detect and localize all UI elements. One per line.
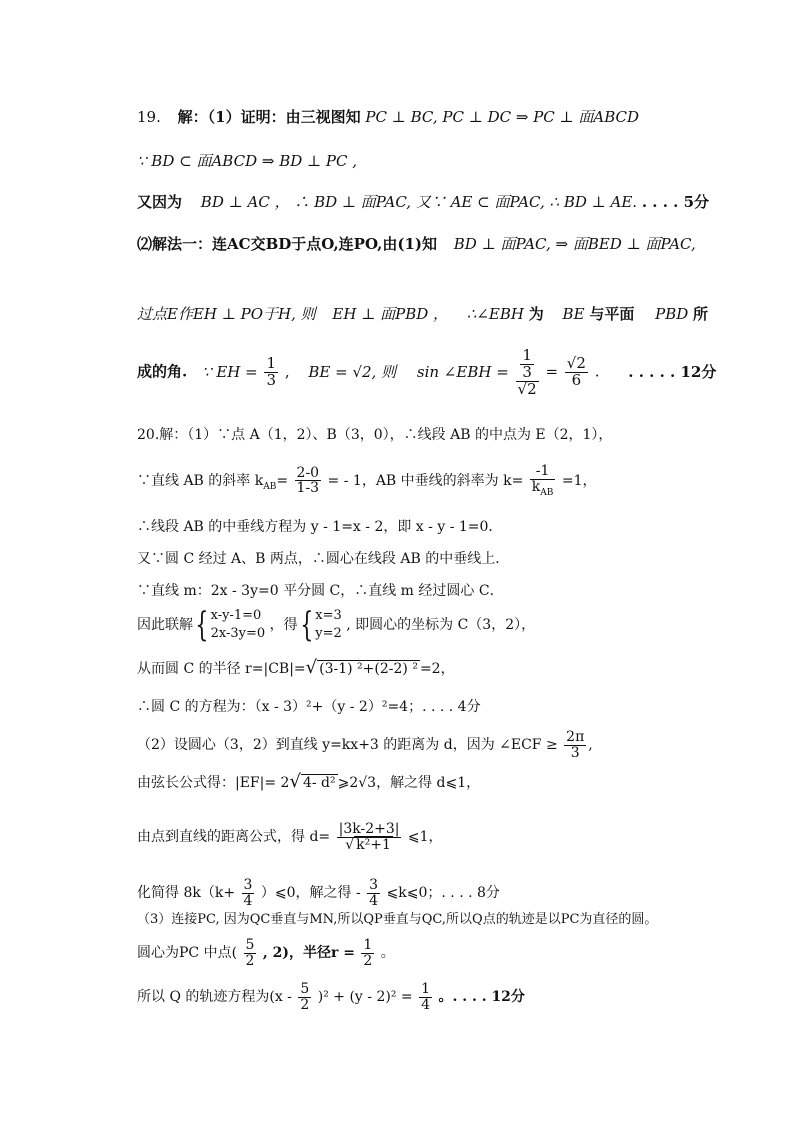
q19-proof-statement: PC ⊥ BC, PC ⊥ DC ⇒ PC ⊥ 面ABCD (365, 108, 640, 126)
q19-line-3 (137, 193, 709, 211)
q19-line6-e: BE = √2, 则 (308, 362, 397, 381)
q19-line-5 (137, 305, 708, 323)
q19-proof-lead: 解：（1）证明：由三视图知 (177, 108, 361, 126)
fraction-five-halves-eq: $\frac{5}{2}$ (300, 981, 310, 1013)
q19-line6-b: ∵ EH = (202, 362, 258, 381)
q20-line-9: （2）设圆心（3，2）到直线 y=kx+3 的距离为 d，因为 ∠ECF ≥ $\frac{2\pi}{3}$ , (137, 729, 593, 761)
q19-score-12: . . . . . 12分 (628, 362, 717, 381)
fraction-distance: $\frac{|3k-2+3|}{\text{√ k²+1}}$ (338, 821, 400, 853)
q19-line6-f: sin ∠EBH = (416, 362, 509, 381)
fraction-slope-ab: $\frac{2-0}{1-3}$ (296, 464, 320, 497)
fraction-three-quarters: $\frac{3}{4}$ (243, 877, 253, 909)
q19-line3-lead: 又因为 (137, 193, 183, 211)
q19-line5-c: ∴∠EBH (466, 305, 524, 323)
solution-system: x=3 y=2 (315, 608, 342, 641)
q20-line-12: 化简得 8k（k+ $\frac{3}{4}$ ）⩽0，解之得 - $\frac{3}{4}$ ⩽k⩽0；. . . . 8分 (137, 877, 500, 909)
q20-line-3: ∴线段 AB 的中垂线方程为 y - 1=x - 2，即 x - y - 1=0． (137, 519, 503, 535)
q20-line-14: 圆心为PC 中点( $\frac{5}{2}$ , 2)，半径r = $\frac{1}{2}$ 。 (137, 937, 395, 969)
fraction-eh: $\frac{1}{3}$ (266, 354, 277, 390)
q20-line-6: 因此联解{ x-y-1=0 2x-3y=0 ，得{ x=3 y=2 , 即圆心的坐标为 C（3，2）， (137, 605, 536, 645)
q19-method-math: BD ⊥ 面PAC, ⇒ 面BED ⊥ 面PAC, (453, 235, 696, 253)
q19-score-5: . . . . 5分 (641, 193, 710, 211)
q19-line5-h: 所 (693, 305, 709, 323)
left-brace-icon: { (195, 605, 209, 645)
q20-line-7: 从而圆 C 的半径 r=|CB|=√ (3-1) ²+(2-2) ² =2， (137, 657, 455, 678)
fraction-sin: $\frac{\frac{1}{3}}{√2}$ (517, 346, 537, 398)
left-brace-icon: { (299, 605, 313, 645)
q20-line-1: 20.解：（1）∵点 A（1，2）、B（3，0），∴线段 AB 的中点为 E（2，1）， (137, 427, 613, 443)
q20-line-13: （3）连接PC, 因为QC垂直与MN,所以QP垂直与QC,所以Q点的轨迹是以PC为直径的圆。 (137, 912, 658, 927)
sqrt-icon: √ (345, 836, 355, 853)
q20-line-15: 所以 Q 的轨迹方程为(x - $\frac{5}{2}$ )² + (y - 2)² = $\frac{1}{4}$ 。. . . . 12分 (137, 981, 525, 1013)
fraction-result: $\frac{√2}{6}$ (566, 354, 586, 390)
q19-line5-a: 过点E作EH ⊥ PO于H, 则 (137, 305, 316, 323)
q19-line5-b: EH ⊥ 面PBD ， (332, 305, 449, 323)
q19-number: 19. (137, 108, 161, 126)
q20-line-2: ∵直线 AB 的斜率 $k_{AB}=$ $\frac{2-0}{1-3}$ = - 1，AB 中垂线的斜率为 k= $\frac{-1}{k_{AB}}$ =1， (137, 463, 597, 498)
q19-line-2: ∵ BD ⊂ 面ABCD ⇒ BD ⊥ PC , (137, 152, 358, 170)
fraction-perp-slope: $\frac{-1}{k_{AB}}$ (531, 463, 554, 498)
q19-line5-d: 为 (528, 305, 544, 323)
q20-line-4: 又∵圆 C 经过 A、B 两点，∴圆心在线段 AB 的中垂线上． (137, 551, 510, 567)
fraction-one-quarter: $\frac{1}{4}$ (421, 981, 430, 1013)
q19-line-4 (137, 235, 696, 253)
q20-line-10: 由弦长公式得：|EF|= 2√ 4- d² ⩾2√3，解之得 d⩽1， (137, 771, 481, 792)
fraction-five-halves: $\frac{5}{2}$ (245, 937, 255, 969)
fraction-one-half: $\frac{1}{2}$ (363, 937, 373, 969)
q19-line5-f: 与平面 (589, 305, 635, 323)
q20-line-5: ∵直线 m：2x - 3y=0 平分圆 C，∴直线 m 经过圆心 C． (137, 583, 504, 599)
sqrt-icon: √ (305, 657, 318, 678)
q20-line-8: ∴圆 C 的方程为：（x - 3）²+（y - 2）²=4；. . . . 4分 (137, 699, 481, 715)
q19-line5-g: PBD (655, 305, 689, 323)
q19-line-1 (137, 108, 639, 126)
sqrt-icon: √ (289, 771, 301, 792)
fraction-two-pi-third: $\frac{2\pi}{3}$ (566, 729, 585, 761)
q19-line5-e: BE (562, 305, 585, 323)
q19-line-6: 成的角. ∵ EH = $\frac{1}{3}$ , BE = √2, 则 sin ∠EBH = $\frac{\frac{1}{3}}{√2}$ = $\frac{√2}{6}$ . . . . . . 12分 (137, 346, 717, 398)
fraction-three-quarters-neg: $\frac{3}{4}$ (369, 877, 379, 909)
q19-method-lead: ⑵解法一：连AC交BD于点O,连PO,由(1)知 (137, 235, 437, 253)
q19-line6-a: 成的角. (137, 362, 188, 381)
q19-line3-math: BD ⊥ AC ， ∴ BD ⊥ 面PAC, 又∵ AE ⊂ 面PAC, ∴ BD ⊥ AE. (200, 193, 638, 211)
q20-line-11: 由点到直线的距离公式，得 d= $\frac{|3k-2+3|}{\text{√ k²+1}}$ ⩽1， (137, 821, 443, 853)
equation-system: x-y-1=0 2x-3y=0 (210, 608, 266, 641)
